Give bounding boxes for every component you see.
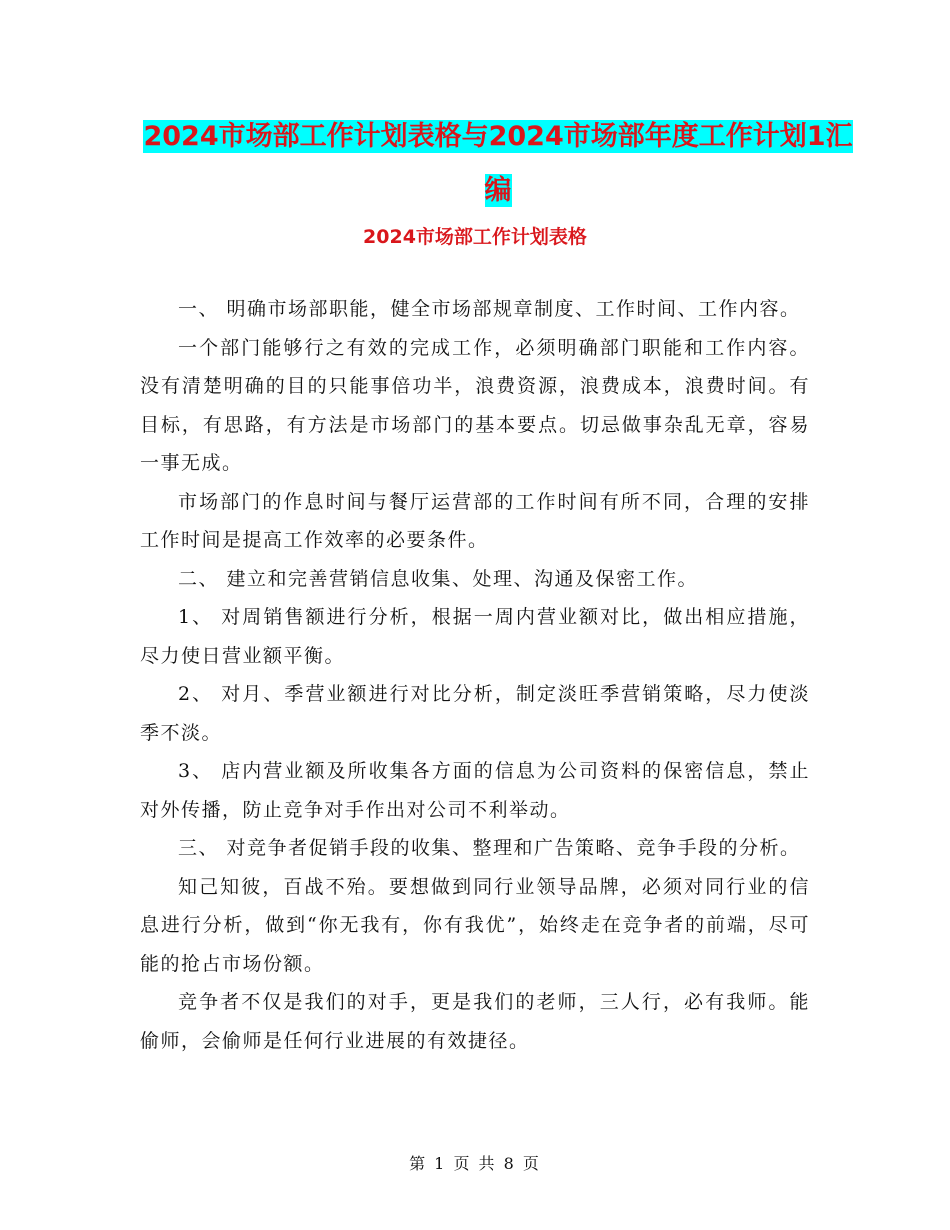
document-title-highlight: 2024市场部工作计划表格与2024市场部年度工作计划1汇编 [143,121,853,206]
document-body [140,290,810,1060]
paragraph: 一个部门能够行之有效的完成工作，必须明确部门职能和工作内容。没有清楚明确的目的只能事倍功半，浪费资源，浪费成本，浪费时间。有目标，有思路，有方法是市场部门的基本要点。切忌做事杂乱无章，容易一事无成。 [140,336,810,474]
paragraph-list-item: 1、 对周销售额进行分析，根据一周内营业额对比，做出相应措施，尽力使日营业额平衡。 [140,606,810,667]
page-number-footer: 第 1 页 共 8 页 [409,1154,541,1173]
paragraph-list-item: 2、 对月、季营业额进行对比分析，制定淡旺季营销策略，尽力使淡季不淡。 [140,683,810,744]
paragraph: 竞争者不仅是我们的对手，更是我们的老师，三人行，必有我师。能偷师，会偷师是任何行业进展的有效捷径。 [140,991,810,1052]
paragraph-heading-1: 一、 明确市场部职能，健全市场部规章制度、工作时间、工作内容。 [178,298,801,320]
paragraph: 市场部门的作息时间与餐厅运营部的工作时间有所不同，合理的安排工作时间是提高工作效率的必要条件。 [140,490,810,551]
document-title [140,110,856,218]
paragraph: 知己知彼，百战不殆。要想做到同行业领导品牌，必须对同行业的信息进行分析，做到“你无我有，你有我优”，始终走在竞争者的前端，尽可能的抢占市场份额。 [140,875,810,975]
paragraph-list-item: 3、 店内营业额及所收集各方面的信息为公司资料的保密信息，禁止对外传播，防止竞争对手作出对公司不利举动。 [140,760,810,821]
paragraph-heading-3: 三、 对竞争者促销手段的收集、整理和广告策略、竞争手段的分析。 [178,837,801,859]
section-title: 2024市场部工作计划表格 [363,226,587,248]
paragraph-heading-2: 二、 建立和完善营销信息收集、处理、沟通及保密工作。 [178,567,699,590]
